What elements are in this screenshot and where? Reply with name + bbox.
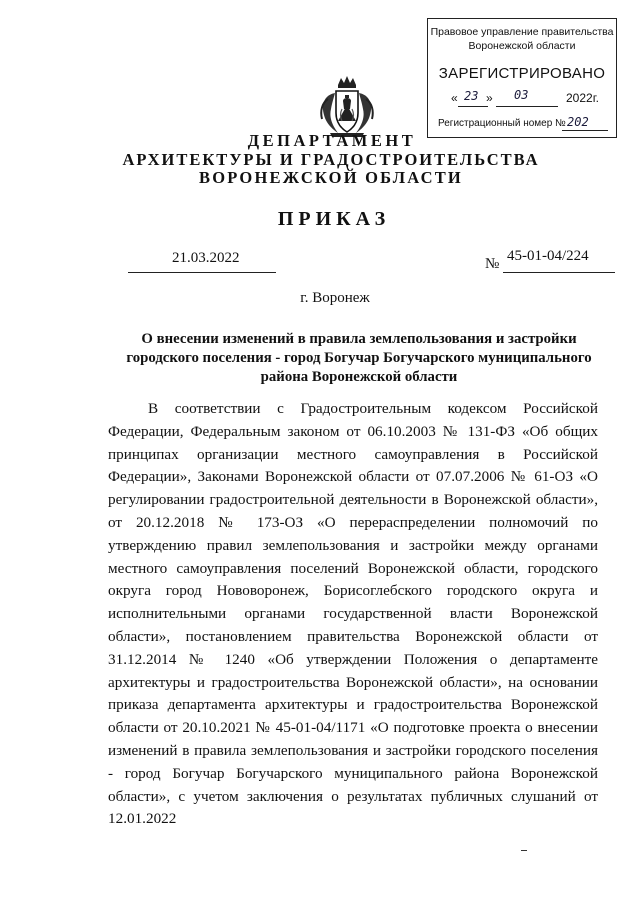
order-number-underline <box>503 272 615 273</box>
document-type-title: ПРИКАЗ <box>277 208 391 230</box>
body-line: Федерации», Законами Воронежской области от 07.07.2006 № 61-ОЗ «О <box>108 468 598 486</box>
order-date: 21.03.2022 <box>172 250 240 266</box>
stamp-organization <box>428 25 616 53</box>
voronezh-coat-of-arms-icon <box>318 75 376 139</box>
department-title-line2: АРХИТЕКТУРЫ И ГРАДОСТРОИТЕЛЬСТВА <box>122 150 540 169</box>
body-line: от 20.12.2018 № 173-ОЗ «О перераспределении полномочий по <box>108 513 598 531</box>
stamp-org-line2: Воронежской области <box>468 40 576 52</box>
registration-stamp <box>427 18 617 138</box>
body-line: округа город Нововоронеж, Борисоглебского городского округа и <box>108 582 598 600</box>
order-number-sign: № <box>485 256 500 272</box>
stamp-org-line1: Правовое управление правительства <box>430 26 614 38</box>
stamp-reg-label: Регистрационный номер № <box>438 118 566 129</box>
stamp-title: ЗАРЕГИСТРИРОВАНО <box>438 65 606 82</box>
city: г. Воронеж <box>300 290 370 306</box>
body-line: регулировании градостроительной деятельности в Воронежской области», <box>108 491 598 509</box>
order-body <box>108 398 598 831</box>
stamp-date-year: 2022г. <box>566 91 599 105</box>
body-line: принципах организации местного самоуправления в Российской <box>108 445 598 463</box>
subject-line1: О внесении изменений в правила землепользования и застройки <box>141 331 577 347</box>
stamp-date <box>448 88 610 111</box>
subject-line3: района Воронежской области <box>260 369 458 385</box>
body-line: области», с учетом заключения о результатах публичных слушаний от <box>108 787 598 805</box>
stamp-date-open-quote: « <box>451 91 458 105</box>
stamp-date-month: 03 <box>514 88 529 102</box>
body-line: приказа департамента архитектуры и градостроительства Воронежской <box>108 696 598 714</box>
body-line: изменений в правила землепользования и застройки городского поселения <box>108 741 598 759</box>
stamp-reg-number: 202 <box>567 115 589 129</box>
body-line: области от 20.10.2021 № 45-01-04/1171 «О подготовке проекта о внесении <box>108 719 598 737</box>
stamp-date-close-quote: » <box>486 91 493 105</box>
order-subject <box>110 330 608 387</box>
department-title-line3: ВОРОНЕЖСКОЙ ОБЛАСТИ <box>199 168 463 187</box>
body-line: 12.01.2022 <box>108 810 177 828</box>
stamp-date-day: 23 <box>464 89 479 103</box>
body-line: Федерации, Федеральным законом от 06.10.2003 № 131-ФЗ «Об общих <box>108 422 598 440</box>
order-number: 45-01-04/224 <box>507 248 589 264</box>
page-mark <box>521 850 527 851</box>
subject-line2: городского поселения - город Богучар Богучарского муниципального <box>126 350 592 366</box>
body-line: В соответствии с Градостроительным кодексом Российской <box>148 400 598 417</box>
body-line: - город Богучар Богучарского муниципального района Воронежской <box>108 764 598 782</box>
department-title-line1: ДЕПАРТАМЕНТ <box>247 131 417 150</box>
body-line: утверждению правил землепользования и застройки между органами <box>108 536 598 554</box>
body-line: исполнительными органами государственной власти Воронежской <box>108 605 598 623</box>
body-line: местного самоуправления поселений Воронежской области, городского <box>108 559 598 577</box>
order-date-underline <box>128 272 276 273</box>
body-line: области», постановлением правительства Воронежской области от <box>108 627 598 645</box>
body-line: архитектуры и градостроительства Воронежской области», на основании <box>108 673 598 691</box>
body-line: 31.12.2014 № 1240 «Об утверждении Положения о департаменте <box>108 650 598 668</box>
